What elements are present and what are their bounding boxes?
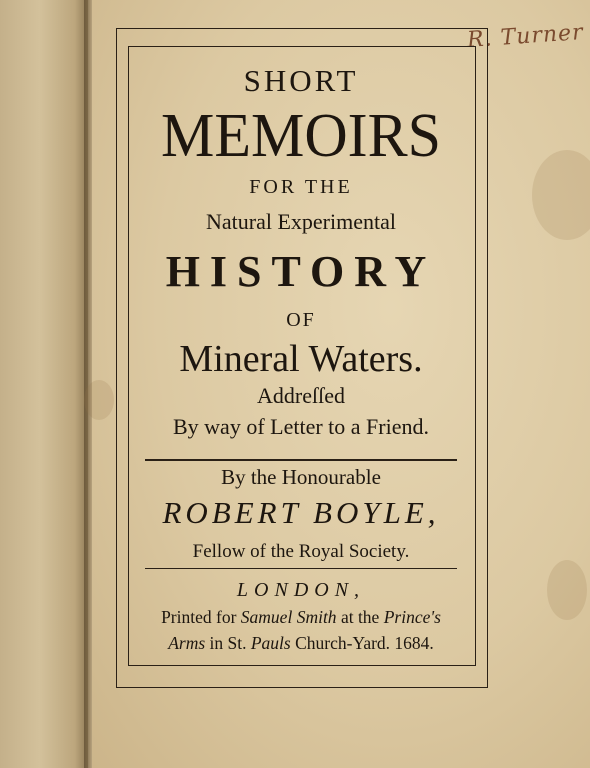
title-line-addressed: Addreſſed	[257, 383, 345, 408]
imprint-line-2	[129, 633, 473, 654]
byline: By the Honourable	[221, 465, 381, 489]
title-line-by-way-of-letter: By way of Letter to a Friend.	[173, 414, 429, 439]
title-line-for-the: FOR THE	[249, 176, 353, 198]
paper-stain	[547, 560, 587, 620]
title-line-mineral-waters: Mineral Waters.	[179, 338, 423, 380]
author-affiliation: Fellow of the Royal Society.	[192, 541, 410, 562]
imprint-location: Pauls	[250, 633, 291, 653]
paper-stain	[532, 150, 590, 240]
imprint-text: at the	[336, 607, 384, 627]
imprint-place: LONDON,	[236, 579, 366, 601]
title-line-natural-experimental: Natural Experimental	[206, 209, 396, 234]
title-line-history: HISTORY	[165, 247, 437, 296]
imprint-printer-name: Samuel Smith	[240, 607, 337, 627]
imprint-sign: Arms	[168, 633, 206, 653]
paper-stain	[84, 380, 114, 420]
title-line-short: SHORT	[243, 63, 359, 98]
title-line-memoirs: MEMOIRS	[160, 100, 442, 170]
imprint-text: Church-Yard. 1684.	[290, 633, 434, 653]
imprint-text: Printed for	[161, 607, 241, 627]
book-spine-edge	[0, 0, 88, 768]
imprint-text: in St.	[205, 633, 251, 653]
divider-rule	[145, 459, 457, 461]
title-line-of: OF	[286, 309, 316, 331]
author-name: ROBERT BOYLE,	[162, 495, 440, 530]
handwritten-signature: R. Turner	[466, 19, 585, 54]
imprint-line-1	[119, 607, 484, 628]
imprint-sign: Prince's	[383, 607, 441, 627]
divider-rule	[145, 568, 457, 569]
